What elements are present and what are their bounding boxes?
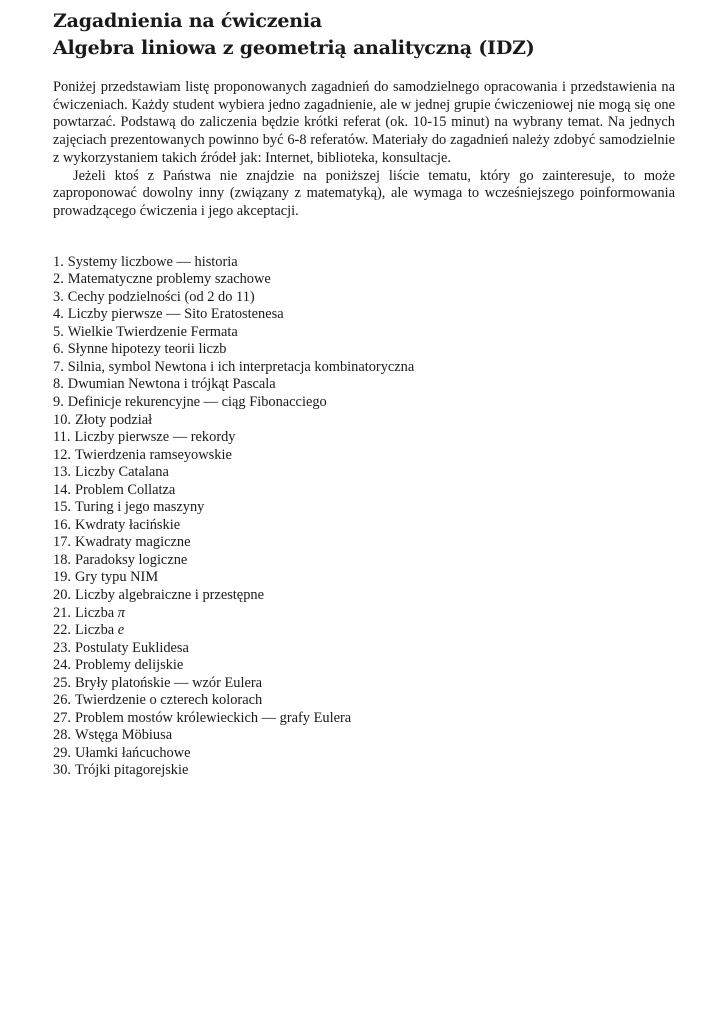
list-item — [53, 306, 675, 324]
intro-paragraph-1: Poniżej przedstawiam listę proponowanych zagadnień do samodzielnego opracowania i przedstawienia na ćwiczeniach. Każdy student wybiera jedno zagadnienie, ale w jednej grupie ćwiczeniowej nie mogą się one powtarzać. Podstawą do zaliczenia będzie krótki referat (ok. 10-15 minut) na wybrany temat. Na jednych zajęciach prezentowanych powinno być 6-8 referatów. Materiały do zagadnień należy zdobyć samodzielnie z wykorzystaniem takich źródeł jak: Internet, biblioteka, konsultacje. — [53, 79, 675, 166]
list-item — [53, 412, 675, 430]
list-item — [53, 499, 675, 517]
list-item-number: 16. — [53, 516, 71, 533]
list-item-text: Liczba — [75, 622, 118, 639]
list-item — [53, 394, 675, 412]
list-item-text: Definicje rekurencyjne — ciąg Fibonacciego — [67, 394, 327, 410]
list-item-number: 14. — [53, 481, 71, 498]
list-item-number: 1. — [53, 253, 64, 270]
list-item-number: 30. — [53, 762, 71, 779]
list-item — [53, 359, 675, 377]
list-item-text: Liczba — [75, 604, 118, 621]
list-item-number: 27. — [53, 709, 71, 726]
list-item — [53, 254, 675, 272]
list-item-text: Trójki pitagorejskie — [75, 762, 189, 779]
list-item-text: Matematyczne problemy szachowe — [67, 271, 271, 288]
list-item — [53, 745, 675, 763]
list-item-number: 25. — [53, 674, 71, 691]
list-item — [53, 482, 675, 500]
list-item-text: Silnia, symbol Newtona i ich interpretacja kombinatoryczna — [67, 358, 415, 375]
list-item-number: 8. — [53, 376, 64, 393]
list-item — [53, 517, 675, 535]
list-item — [53, 376, 675, 394]
list-item-number: 21. — [53, 604, 71, 621]
list-item — [53, 324, 675, 342]
list-item — [53, 605, 675, 623]
list-item-number: 13. — [53, 464, 71, 481]
list-item — [53, 692, 675, 710]
list-item-number: 20. — [53, 587, 71, 604]
math-symbol: π — [117, 604, 125, 621]
list-item-text: Kwadraty magiczne — [75, 534, 191, 551]
intro-section — [53, 79, 675, 221]
list-item-text: Postulaty Euklidesa — [75, 639, 189, 656]
document-title — [53, 8, 675, 62]
list-item-text: Gry typu NIM — [75, 569, 159, 586]
list-item-text: Cechy podzielności (od 2 do 11) — [67, 288, 255, 305]
list-item-text: Problem mostów królewieckich — grafy Eulera — [75, 709, 352, 726]
list-item — [53, 762, 675, 780]
list-item-number: 26. — [53, 692, 71, 709]
title-line-1: Zagadnienia na ćwiczenia — [53, 10, 323, 32]
list-item-number: 7. — [53, 358, 64, 375]
list-item — [53, 640, 675, 658]
list-item-text: Złoty podział — [75, 411, 153, 428]
list-item-text: Ułamki łańcuchowe — [75, 744, 191, 761]
list-item-number: 6. — [53, 341, 64, 358]
list-item-number: 24. — [53, 657, 71, 674]
list-item — [53, 447, 675, 465]
list-item-text: Twierdzenie o czterech kolorach — [75, 692, 263, 709]
math-symbol: e — [117, 622, 125, 639]
list-item — [53, 534, 675, 552]
list-item-text: Liczby pierwsze — rekordy — [74, 429, 236, 446]
list-item-text: Liczby algebraiczne i przestępne — [75, 587, 264, 604]
list-item — [53, 552, 675, 570]
list-item — [53, 569, 675, 587]
list-item-text: Bryły platońskie — wzór Eulera — [75, 674, 263, 691]
list-item — [53, 341, 675, 359]
list-item-text: Paradoksy logiczne — [75, 551, 188, 568]
list-item-text: Słynne hipotezy teorii liczb — [67, 341, 227, 358]
title-line-2: Algebra liniowa z geometrią analityczną (IDZ) — [53, 37, 535, 59]
list-item-text: Wstęga Möbiusa — [75, 727, 173, 744]
list-item-number: 29. — [53, 744, 71, 761]
list-item-number: 9. — [53, 394, 64, 410]
list-item-number: 12. — [53, 446, 71, 463]
list-item — [53, 727, 675, 745]
list-item-text: Problemy delijskie — [75, 657, 184, 674]
list-item-text: Kwdraty łacińskie — [75, 516, 181, 533]
list-item — [53, 587, 675, 605]
list-item-text: Liczby pierwsze — Sito Eratostenesa — [67, 306, 284, 323]
list-item-number: 18. — [53, 551, 71, 568]
list-item-text: Dwumian Newtona i trójkąt Pascala — [67, 376, 276, 393]
list-item — [53, 622, 675, 640]
list-item-number: 17. — [53, 534, 71, 551]
list-item-text: Systemy liczbowe — historia — [67, 253, 238, 270]
list-item-number: 2. — [53, 271, 64, 288]
topic-list — [53, 254, 675, 780]
list-item — [53, 657, 675, 675]
list-item-number: 3. — [53, 288, 64, 305]
document-page — [53, 8, 675, 780]
list-item — [53, 271, 675, 289]
list-item-number: 10. — [53, 411, 71, 428]
list-item-text: Turing i jego maszyny — [75, 499, 205, 516]
list-item-number: 23. — [53, 639, 71, 656]
list-item-number: 4. — [53, 306, 64, 323]
list-item-text: Wielkie Twierdzenie Fermata — [67, 323, 238, 340]
list-item-number: 28. — [53, 727, 71, 744]
list-item-number: 15. — [53, 499, 71, 516]
list-item — [53, 675, 675, 693]
list-item — [53, 429, 675, 447]
list-item-text: Liczby Catalana — [75, 464, 169, 481]
list-item-number: 11. — [53, 429, 71, 446]
list-item-text: Twierdzenia ramseyowskie — [75, 446, 232, 463]
list-item-number: 19. — [53, 569, 71, 586]
list-item-number: 22. — [53, 622, 71, 639]
list-item-text: Problem Collatza — [75, 481, 176, 498]
intro-paragraph-2: Jeżeli ktoś z Państwa nie znajdzie na poniższej liście tematu, który go zainteresuje, to może zaproponować dowolny inny (związany z matematyką), ale wymaga to wcześniejszego poinformowania prowadzącego ćwiczenia i jego akceptacji. — [53, 167, 675, 219]
list-item — [53, 289, 675, 307]
list-item — [53, 710, 675, 728]
list-item — [53, 464, 675, 482]
list-item-number: 5. — [53, 323, 64, 340]
